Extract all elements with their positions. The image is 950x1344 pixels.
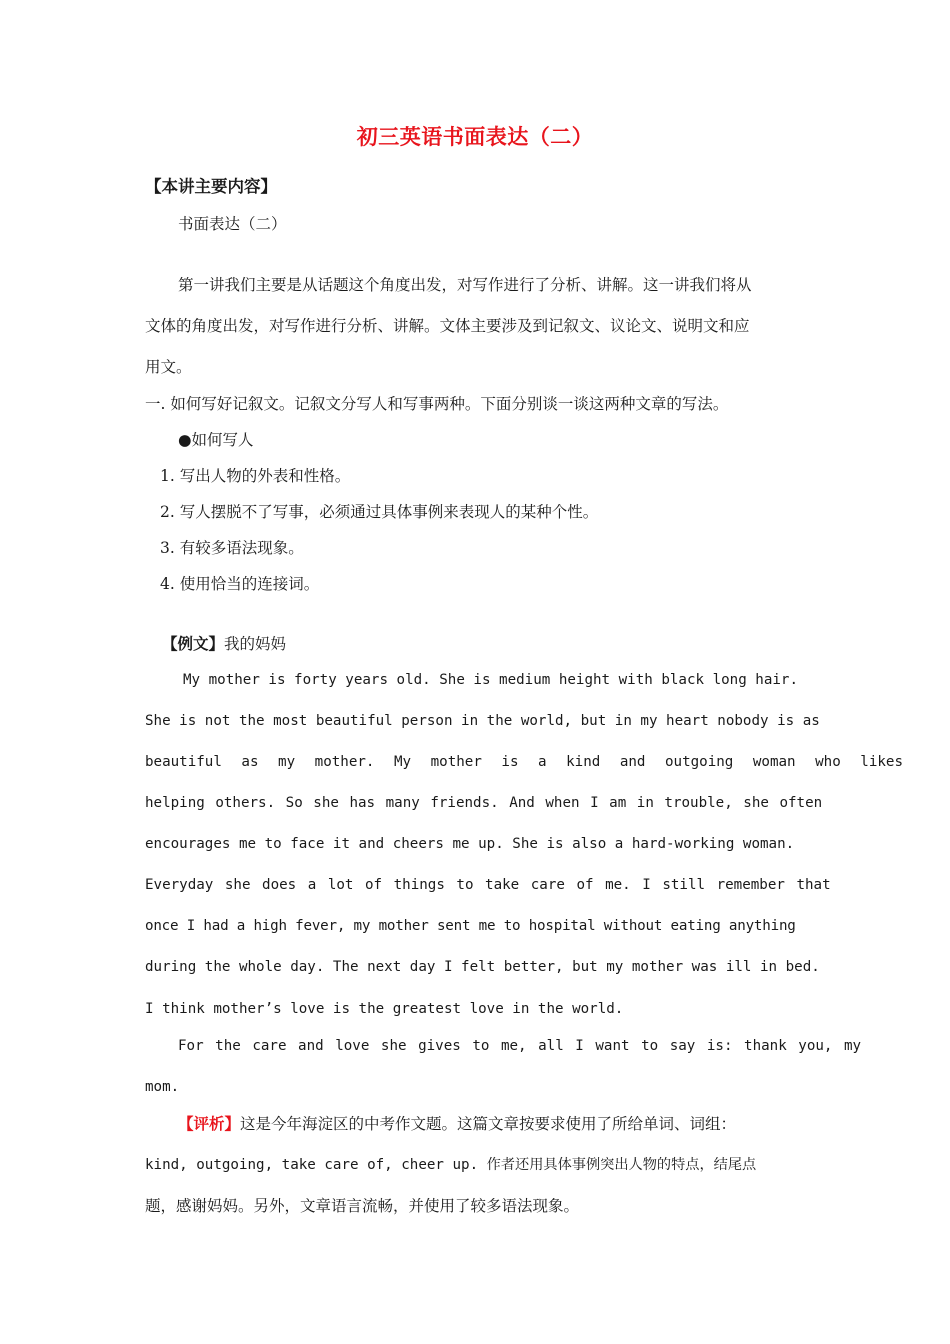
essay-line: during the whole day. The next day I felt better, but my mother was ill in bed. — [145, 959, 820, 975]
comment-label: 【评析】 — [178, 1114, 241, 1133]
section-heading: 【本讲主要内容】 — [145, 177, 277, 196]
intro-line-1: 第一讲我们主要是从话题这个角度出发，对写作进行了分析、讲解。这一讲我们将从 — [178, 276, 752, 294]
comment-line-2: kind, outgoing, take care of, cheer up. 作者还用具体事例突出人物的特点，结尾点 — [145, 1157, 757, 1173]
essay-line: beautiful as my mother. My mother is a kind and outgoing woman who likes — [145, 754, 903, 770]
comment-line-1 — [178, 1113, 842, 1135]
essay-line: My mother is forty years old. She is medium height with black long hair. — [183, 672, 798, 688]
bullet-how-to-write-people: ●如何写人 — [178, 431, 254, 449]
example-heading — [162, 633, 826, 655]
essay-para2-line: For the care and love she gives to me, all I want to say is: thank you, my — [178, 1038, 862, 1054]
essay-para2-line: mom. — [145, 1079, 180, 1095]
intro-line-3: 用文。 — [145, 358, 192, 376]
essay-line: once I had a high fever, my mother sent me to hospital without eating anything — [145, 918, 796, 934]
point-item: 3. 有较多语法现象。 — [160, 539, 304, 557]
essay-line: She is not the most beautiful person in the world, but in my heart nobody is as — [145, 713, 820, 729]
point-item: 2. 写人摆脱不了写事，必须通过具体事例来表现人的某种个性。 — [160, 503, 599, 521]
point-item: 1. 写出人物的外表和性格。 — [160, 467, 351, 485]
document-title: 初三英语书面表达（二） — [356, 125, 594, 149]
point-item: 4. 使用恰当的连接词。 — [160, 575, 320, 593]
example-label: 【例文】 — [162, 634, 225, 653]
intro-line-2: 文体的角度出发，对写作进行分析、讲解。文体主要涉及到记叙文、议论文、说明文和应 — [145, 317, 750, 335]
comment-text: 这是今年海淀区的中考作文题。这篇文章按要求使用了所给单词、词组： — [240, 1115, 737, 1133]
essay-line: encourages me to face it and cheers me up. She is also a hard-working woman. — [145, 836, 795, 852]
essay-line: Everyday she does a lot of things to take care of me. I still remember that — [145, 877, 831, 893]
essay-line: helping others. So she has many friends. And when I am in trouble, she often — [145, 795, 823, 811]
essay-line: I think mother’s love is the greatest love in the world. — [145, 1001, 624, 1017]
example-title: 我的妈妈 — [224, 635, 287, 653]
comment-line-3: 题，感谢妈妈。另外，文章语言流畅，并使用了较多语法现象。 — [145, 1197, 580, 1215]
part-one-heading: 一. 如何写好记叙文。记叙文分写人和写事两种。下面分别谈一谈这两种文章的写法。 — [145, 395, 729, 413]
subtitle: 书面表达（二） — [178, 215, 287, 233]
